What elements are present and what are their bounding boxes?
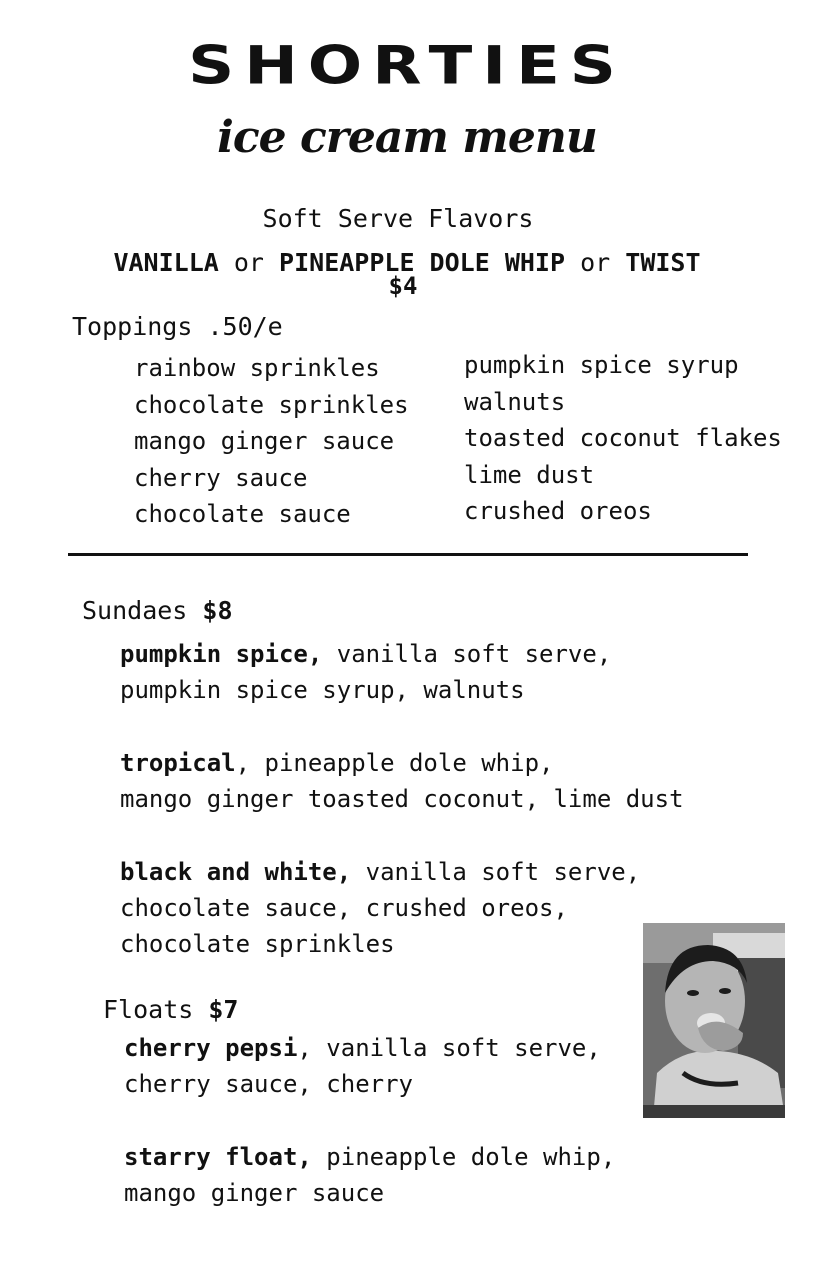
- item-description: vanilla soft serve,: [322, 640, 612, 668]
- item-description: mango ginger toasted coconut, lime dust: [120, 785, 684, 813]
- topping-item: lime dust: [464, 460, 595, 489]
- floats-price: $7: [208, 995, 239, 1024]
- float-item-cherry-pepsi: [124, 1030, 601, 1102]
- topping-item: crushed oreos: [464, 497, 652, 525]
- soft-serve-price: $4: [388, 272, 418, 300]
- item-description: mango ginger sauce: [124, 1179, 385, 1207]
- topping-item: chocolate sprinkles: [134, 390, 409, 419]
- item-name: cherry pepsi: [124, 1034, 298, 1062]
- topping-item: rainbow sprinkles: [134, 354, 380, 382]
- sundae-item-tropical: [120, 745, 684, 817]
- item-name: black and white,: [120, 858, 352, 886]
- section-divider: [68, 553, 748, 556]
- item-description: pumpkin spice syrup, walnuts: [120, 676, 525, 704]
- sundaes-price: $8: [202, 596, 233, 625]
- float-item-starry-float: [124, 1139, 615, 1211]
- item-name: starry float,: [124, 1143, 312, 1171]
- item-description: pineapple dole whip,: [311, 1143, 616, 1171]
- floats-label: Floats: [103, 995, 194, 1024]
- sundae-item-black-and-white: [120, 854, 640, 962]
- item-name: pumpkin spice,: [120, 640, 323, 668]
- topping-item: chocolate sauce: [134, 500, 351, 528]
- child-eating-photo-icon: [643, 923, 785, 1118]
- topping-item: walnuts: [464, 387, 566, 416]
- toppings-heading: Toppings .50/e: [72, 312, 283, 341]
- floats-heading: [103, 995, 238, 1024]
- item-description: chocolate sprinkles: [120, 930, 395, 958]
- topping-item: toasted coconut flakes: [464, 424, 782, 452]
- sundaes-heading: [82, 596, 233, 625]
- flavor-separator: or: [580, 248, 611, 277]
- topping-item: cherry sauce: [134, 463, 308, 492]
- flavor-vanilla: VANILLA: [113, 248, 219, 277]
- item-name: tropical: [120, 749, 236, 777]
- topping-item: mango ginger sauce: [134, 427, 395, 455]
- item-description: cherry sauce, cherry: [124, 1070, 413, 1098]
- toppings-list-right: [464, 347, 782, 530]
- menu-subtitle: ice cream menu: [217, 112, 597, 163]
- toppings-list-left: [134, 350, 409, 533]
- soft-serve-heading: Soft Serve Flavors: [262, 204, 534, 233]
- topping-item: pumpkin spice syrup: [464, 351, 739, 379]
- menu-title: SHORTIES: [188, 36, 626, 97]
- item-description: , vanilla soft serve,: [297, 1034, 601, 1062]
- flavor-twist: TWIST: [625, 248, 701, 277]
- flavor-separator: or: [233, 248, 264, 277]
- item-description: vanilla soft serve,: [351, 858, 641, 886]
- sundaes-label: Sundaes: [82, 596, 188, 625]
- item-description: chocolate sauce, crushed oreos,: [120, 894, 568, 922]
- sundae-item-pumpkin-spice: [120, 636, 611, 708]
- flavor-pineapple-dole-whip: PINEAPPLE DOLE WHIP: [279, 248, 566, 277]
- item-description: , pineapple dole whip,: [235, 749, 554, 777]
